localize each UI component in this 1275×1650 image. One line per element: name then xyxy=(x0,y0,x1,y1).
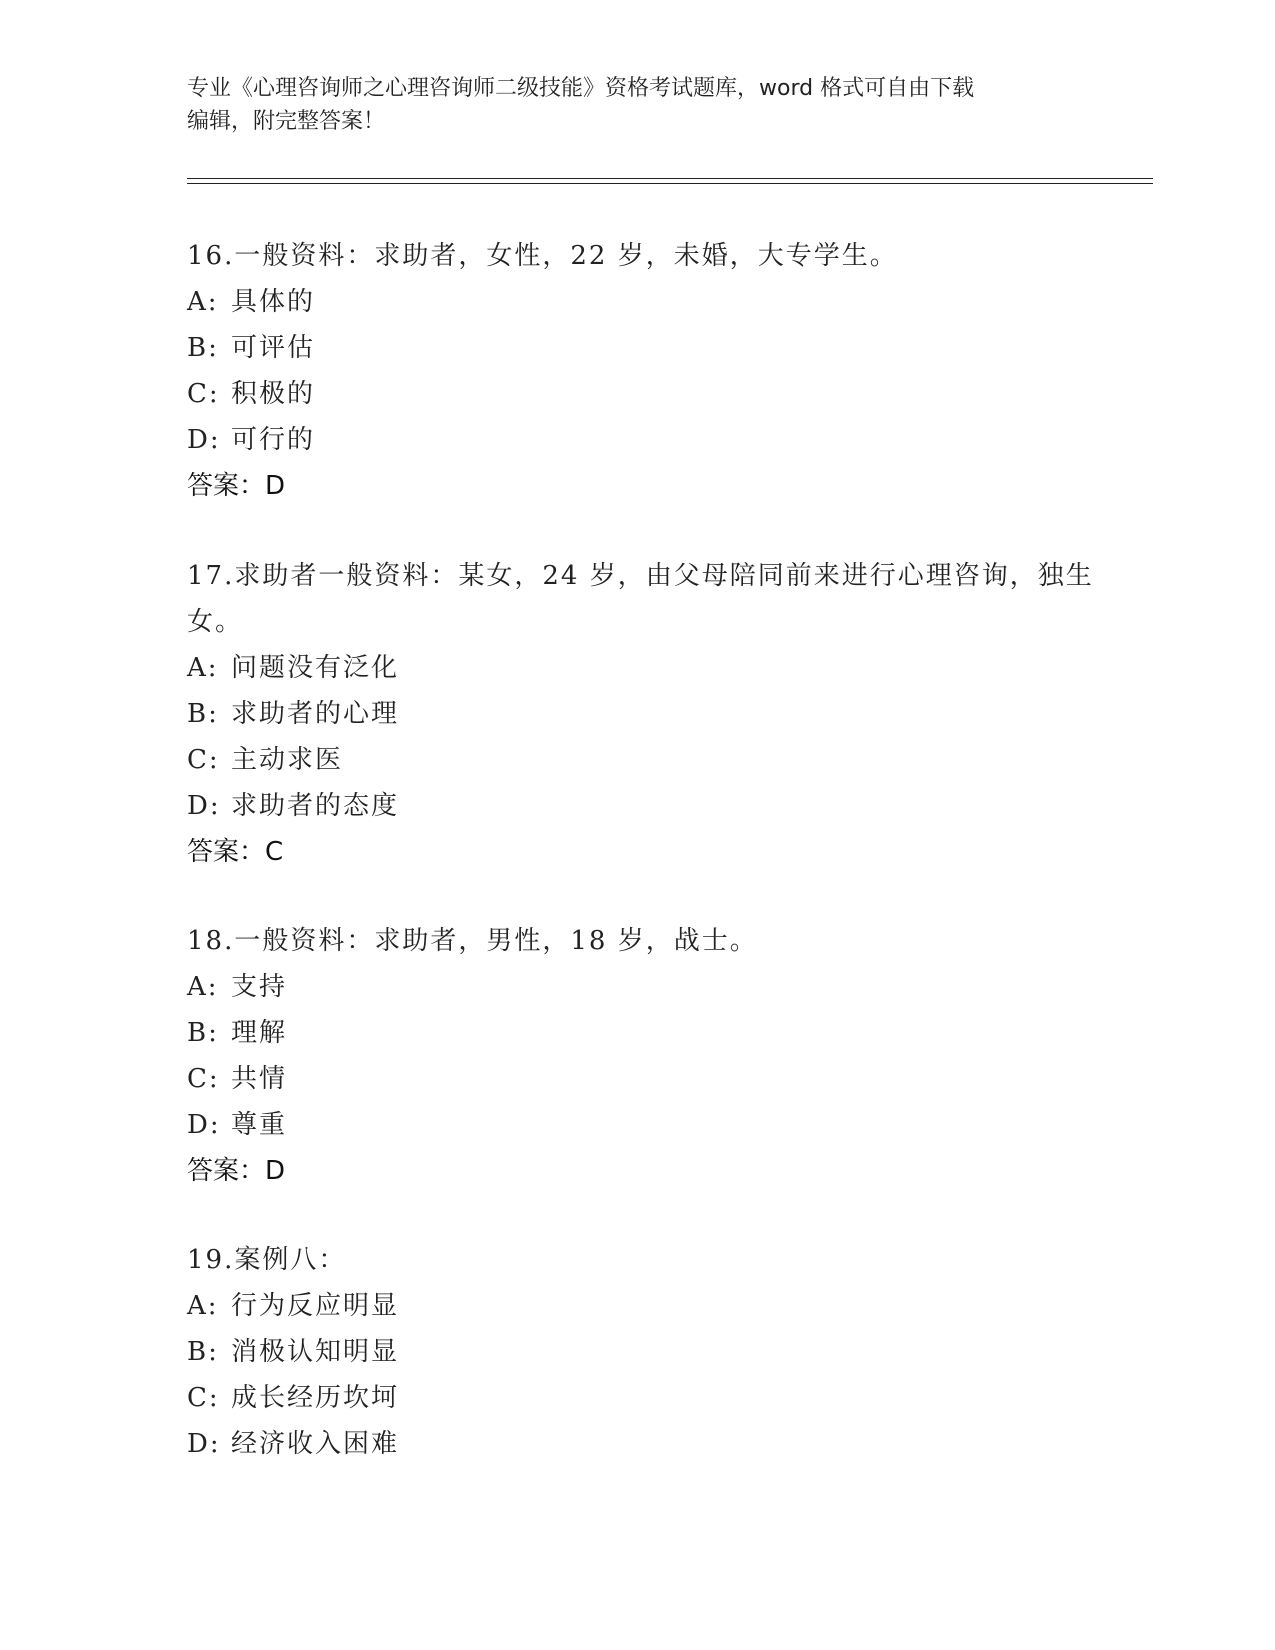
question-18 xyxy=(187,918,1107,1194)
option-key: C: xyxy=(187,1064,220,1094)
option-key: C: xyxy=(187,745,220,775)
header-divider-bottom xyxy=(187,183,1153,184)
option-text: 成长经历坎坷 xyxy=(231,1383,400,1413)
question-stem: 19.案例八： xyxy=(187,1245,347,1275)
question-17 xyxy=(187,553,1107,875)
option-key: D: xyxy=(187,1110,221,1140)
answer: 答案：D xyxy=(187,471,286,501)
option-a xyxy=(187,964,1107,1010)
document-header xyxy=(187,72,1067,138)
option-d xyxy=(187,1421,1107,1467)
option-key: A: xyxy=(187,972,219,1002)
option-b xyxy=(187,325,1107,371)
option-key: B: xyxy=(187,333,219,363)
question-stem: 17.求助者一般资料：某女，24 岁，由父母陪同前来进行心理咨询，独生女。 xyxy=(187,561,1094,637)
question-16 xyxy=(187,233,1107,509)
option-a xyxy=(187,645,1107,691)
header-divider-top xyxy=(187,178,1153,179)
option-d xyxy=(187,783,1107,829)
option-key: A: xyxy=(187,1291,219,1321)
option-text: 尊重 xyxy=(231,1110,288,1140)
option-text: 可行的 xyxy=(231,425,316,455)
option-text: 可评估 xyxy=(231,333,316,363)
option-c xyxy=(187,1056,1107,1102)
option-text: 求助者的心理 xyxy=(231,699,400,729)
option-text: 理解 xyxy=(231,1018,288,1048)
answer: 答案：C xyxy=(187,837,284,867)
option-c xyxy=(187,1375,1107,1421)
header-line-1: 专业《心理咨询师之心理咨询师二级技能》资格考试题库，word 格式可自由下载 xyxy=(187,76,975,101)
option-text: 主动求医 xyxy=(231,745,344,775)
option-key: A: xyxy=(187,287,219,317)
option-text: 具体的 xyxy=(231,287,316,317)
question-stem: 18.一般资料：求助者，男性，18 岁，战士。 xyxy=(187,926,758,956)
option-c xyxy=(187,371,1107,417)
option-d xyxy=(187,1102,1107,1148)
option-text: 经济收入困难 xyxy=(231,1429,400,1459)
option-b xyxy=(187,1329,1107,1375)
option-key: B: xyxy=(187,699,219,729)
option-text: 支持 xyxy=(231,972,288,1002)
header-line-2: 编辑，附完整答案！ xyxy=(187,109,386,134)
question-19 xyxy=(187,1237,1107,1467)
option-key: B: xyxy=(187,1337,219,1367)
option-key: D: xyxy=(187,1429,221,1459)
option-text: 消极认知明显 xyxy=(231,1337,400,1367)
answer: 答案：D xyxy=(187,1156,286,1186)
question-stem: 16.一般资料：求助者，女性，22 岁，未婚，大专学生。 xyxy=(187,241,898,271)
option-key: B: xyxy=(187,1018,219,1048)
option-a xyxy=(187,1283,1107,1329)
option-b xyxy=(187,1010,1107,1056)
option-text: 共情 xyxy=(231,1064,288,1094)
option-key: A: xyxy=(187,653,219,683)
option-text: 求助者的态度 xyxy=(231,791,400,821)
option-a xyxy=(187,279,1107,325)
option-d xyxy=(187,417,1107,463)
option-text: 行为反应明显 xyxy=(231,1291,400,1321)
option-key: D: xyxy=(187,791,221,821)
option-key: C: xyxy=(187,379,220,409)
option-key: C: xyxy=(187,1383,220,1413)
option-b xyxy=(187,691,1107,737)
option-key: D: xyxy=(187,425,221,455)
option-text: 积极的 xyxy=(231,379,316,409)
option-text: 问题没有泛化 xyxy=(231,653,400,683)
option-c xyxy=(187,737,1107,783)
